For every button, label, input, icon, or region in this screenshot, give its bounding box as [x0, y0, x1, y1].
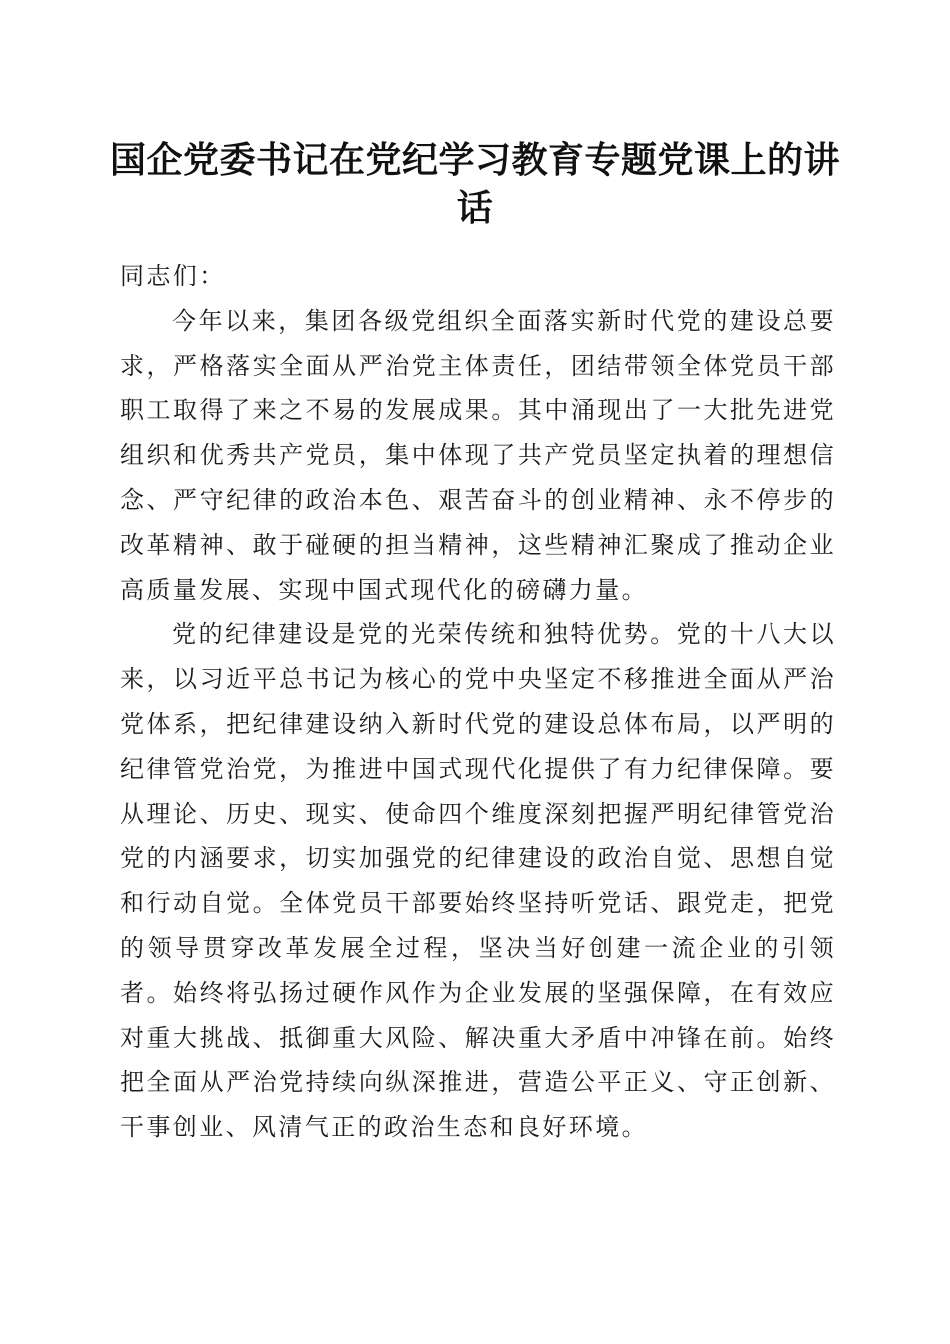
document-title: 国企党委书记在党纪学习教育专题党课上的讲话	[110, 139, 841, 229]
paragraph-1: 今年以来，集团各级党组织全面落实新时代党的建设总要求，严格落实全面从严治党主体责任，团结带领全体党员干部职工取得了来之不易的发展成果。其中涌现出了一大批先进党组织和优秀共产党员，集中体现了共产党员坚定执着的理想信念、严守纪律的政治本色、艰苦奋斗的创业精神、永不停步的改革精神、敢于碰硬的担当精神，这些精神汇聚成了推动企业高质量发展、实现中国式现代化的磅礴力量。	[120, 306, 836, 604]
salutation: 同志们：	[120, 262, 226, 290]
document-body	[120, 254, 836, 1150]
paragraph-2: 党的纪律建设是党的光荣传统和独特优势。党的十八大以来，以习近平总书记为核心的党中央坚定不移推进全面从严治党体系，把纪律建设纳入新时代党的建设总体布局，以严明的纪律管党治党，为推进中国式现代化提供了有力纪律保障。要从理论、历史、现实、使命四个维度深刻把握严明纪律管党治党的内涵要求，切实加强党的纪律建设的政治自觉、思想自觉和行动自觉。全体党员干部要始终坚持听党话、跟党走，把党的领导贯穿改革发展全过程，坚决当好创建一流企业的引领者。始终将弘扬过硬作风作为企业发展的坚强保障，在有效应对重大挑战、抵御重大风险、解决重大矛盾中冲锋在前。始终把全面从严治党持续向纵深推进，营造公平正义、守正创新、干事创业、风清气正的政治生态和良好环境。	[120, 620, 836, 1142]
